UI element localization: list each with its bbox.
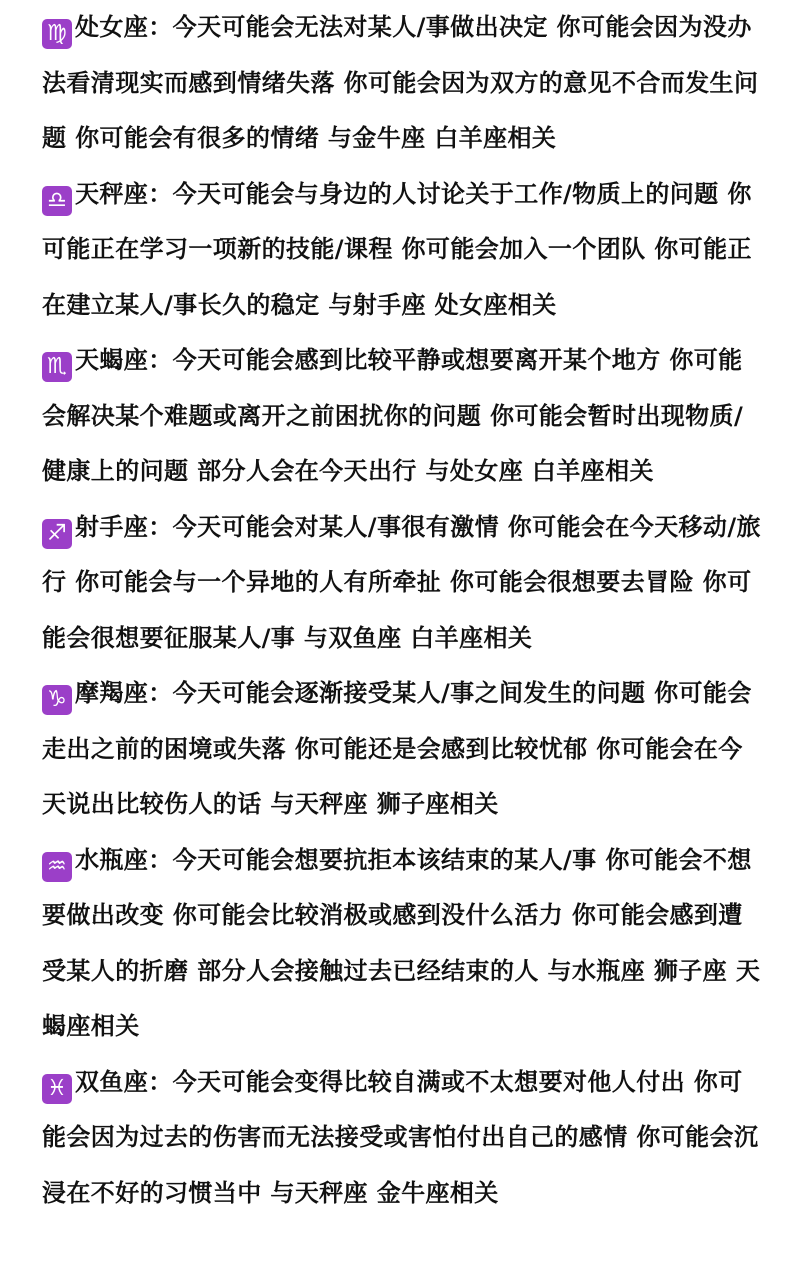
scorpio-icon: ♏ (42, 352, 72, 382)
sagittarius-icon: ♐ (42, 519, 72, 549)
sign-name: 双鱼座 (75, 1067, 149, 1096)
capricorn-icon: ♑ (42, 685, 72, 715)
sign-name: 摩羯座 (75, 679, 149, 707)
sign-name: 处女座 (75, 13, 149, 41)
horoscope-text: ：今天可能会与身边的人讨论关于工作/物质上的问题 你可能正在学习一项新的技能/课程 你可能会加入一个团队 你可能正在建立某人/事长久的稳定 与射手座 处女座相关 (42, 179, 752, 319)
horoscope-text: ：今天可能会逐渐接受某人/事之间发生的问题 你可能会走出之前的困境或失落 你可能还是会感到比较忧郁 你可能会在今天说出比较伤人的话 与天秤座 狮子座相关 (42, 679, 752, 818)
horoscope-text: ：今天可能会想要抗拒本该结束的某人/事 你可能会不想要做出改变 你可能会比较消极或感到没什么活力 你可能会感到遭受某人的折磨 部分人会接触过去已经结束的人 与水瓶座 狮子座 天蝎座相关 (42, 845, 761, 1040)
sign-name: 射手座 (75, 512, 149, 541)
aquarius-icon: ♒ (42, 852, 72, 882)
horoscope-text: ：今天可能会对某人/事很有激情 你可能会在今天移动/旅行 你可能会与一个异地的人有所牵扯 你可能会很想要去冒险 你可能会很想要征服某人/事 与双鱼座 白羊座相关 (42, 512, 761, 652)
sign-name: 天秤座 (75, 179, 149, 208)
sign-name: 水瓶座 (75, 845, 149, 874)
horoscope-text: ：今天可能会变得比较自满或不太想要对他人付出 你可能会因为过去的伤害而无法接受或害怕付出自己的感情 你可能会沉浸在不好的习惯当中 与天秤座 金牛座相关 (42, 1067, 759, 1207)
libra-icon: ♎ (42, 186, 72, 216)
pisces-icon: ♓ (42, 1074, 72, 1104)
horoscope-entry-virgo (42, 0, 764, 167)
horoscope-text: ：今天可能会感到比较平静或想要离开某个地方 你可能会解决某个难题或离开之前困扰你的问题 你可能会暂时出现物质/健康上的问题 部分人会在今天出行 与处女座 白羊座相关 (42, 346, 744, 485)
horoscope-entry-aquarius (42, 833, 764, 1055)
horoscope-text: ：今天可能会无法对某人/事做出决定 你可能会因为没办法看清现实而感到情绪失落 你可能会因为双方的意见不合而发生问题 你可能会有很多的情绪 与金牛座 白羊座相关 (42, 13, 759, 152)
horoscope-entry-libra (42, 167, 764, 334)
horoscope-entry-scorpio (42, 333, 764, 500)
horoscope-entry-pisces (42, 1055, 764, 1222)
virgo-icon: ♍ (42, 19, 72, 49)
horoscope-entry-sagittarius (42, 500, 764, 667)
sign-name: 天蝎座 (75, 346, 149, 374)
horoscope-entry-capricorn (42, 666, 764, 833)
